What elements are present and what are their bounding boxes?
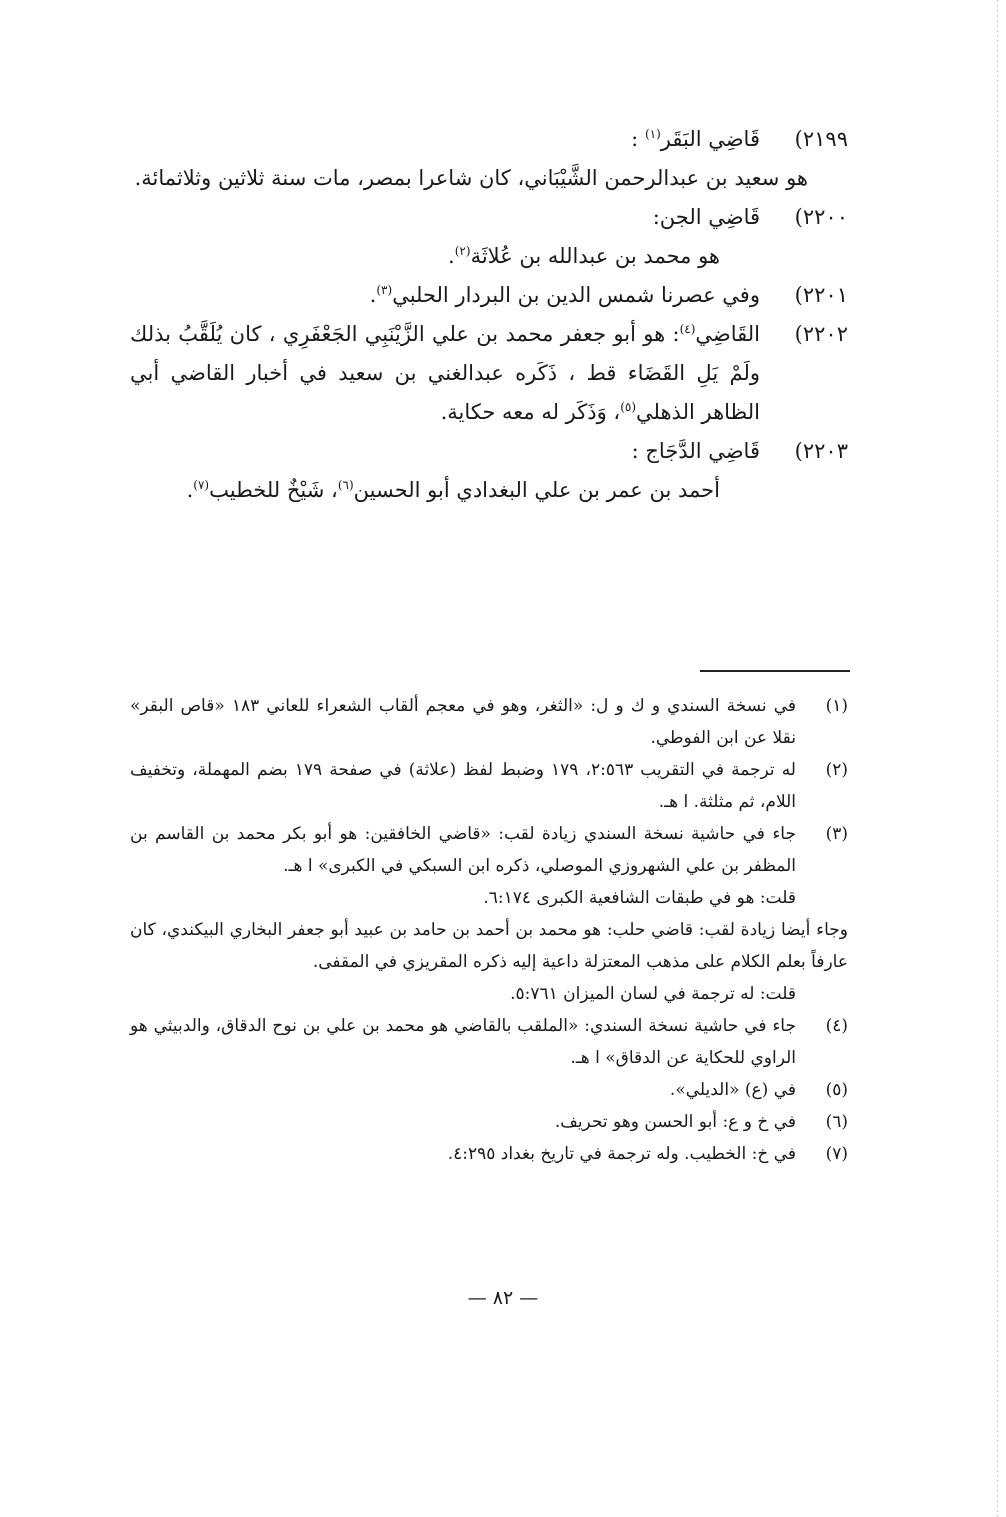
entry-text: هو سعيد بن عبدالرحمن الشَّيْبَاني، كان شاعرا بمصر، مات سنة ثلاثين وثلاثمائة.	[134, 166, 808, 190]
page-number: — ٨٢ —	[467, 1287, 539, 1309]
entry-text: : هو أبو جعفر محمد بن علي الزَّيْنَبِي الجَعْفَرِي ، كان يُلَقَّبُ بذلك ولَمْ يَلِ القَضَاء قط ، ذَكَره عبدالغني بن سعيد في أخبار القاضي أبي الظاهر الذهلي	[130, 322, 760, 424]
entry-text: أحمد بن عمر بن علي البغدادي أبو الحسين$^{(٦)}$، شَيْخٌ للخطيب$^{(٧)}$.	[186, 478, 720, 502]
footnote-text: في خ و ع: أبو الحسن وهو تحريف.	[554, 1112, 796, 1132]
footnote-number: (٧)	[825, 1144, 848, 1164]
entry-body	[130, 120, 760, 159]
footnote-separator	[700, 670, 850, 672]
entry-number: ٢٢٠١)	[794, 283, 848, 307]
footnote-number: (١)	[825, 696, 848, 716]
entry-text: ، وَذَكَر له معه حكاية.	[440, 400, 621, 424]
footnote-text: له ترجمة في التقريب ٢:٥٦٣، ١٧٩ وضبط لفظ (علاثة) في صفحة ١٧٩ بضم المهملة، وتخفيف اللام، ثم مثلثة. ا هـ.	[130, 760, 796, 812]
entry-body	[130, 432, 760, 471]
footnote-text: جاء في حاشية نسخة السندي: «الملقب بالقاضي هو محمد بن علي بن نوح الدقاق، والدبيثي هو الراوي للحكاية عن الدقاق» ا هـ.	[130, 1016, 796, 1068]
footnote-ref: (٥)	[620, 400, 637, 414]
footnote-ref: (٧)	[193, 478, 210, 492]
footnote-number: (٤)	[825, 1016, 848, 1036]
footnote-2	[130, 754, 848, 818]
footnote-ref: (١)	[644, 127, 661, 141]
entry-body	[130, 198, 760, 237]
entry-heading: وفي عصرنا شمس الدين بن البردار الحلبي$^{(٣)}$.	[369, 283, 760, 307]
footnote-ref: (٢)	[454, 244, 471, 258]
main-entries	[130, 120, 848, 510]
footnotes	[130, 690, 848, 1170]
footnote-3-addition: وجاء أيضا زيادة لقب: قاضي حلب: هو محمد بن أحمد بن حامد بن عبيد أبو جعفر البخاري البيكندي، كان عارفاً بعلم الكلام على مذهب المعتزلة داعية إليه ذكره المقريزي في المقفى.	[130, 920, 848, 972]
entry-2200	[130, 198, 848, 237]
footnote-ref: (٤)	[679, 322, 696, 336]
footnote-1	[130, 690, 848, 754]
entry-body	[130, 276, 760, 315]
footnote-ref: (٣)	[376, 283, 393, 297]
footnote-text: في (ع) «الديلي».	[669, 1080, 796, 1100]
footnote-5	[130, 1074, 848, 1106]
entry-heading: قَاضِي البَقَر$^{(١)}$ :	[631, 127, 760, 151]
footnote-text: في خ: الخطيب. وله ترجمة في تاريخ بغداد ٤:٢٩٥.	[447, 1144, 796, 1164]
entry-2202	[130, 315, 848, 432]
footnote-number: (٥)	[825, 1080, 848, 1100]
footnote-3-comment: قلت: له ترجمة في لسان الميزان ٥:٧٦١.	[510, 984, 796, 1004]
entry-heading: قَاضِي الدَّجَاج :	[631, 439, 760, 463]
entry-2199	[130, 120, 848, 159]
footnote-6	[130, 1106, 848, 1138]
footnote-ref: (٦)	[337, 478, 354, 492]
footnote-text: جاء في حاشية نسخة السندي زيادة لقب: «قاضي الخافقين: هو أبو بكر محمد بن القاسم بن المظفر بن علي الشهروزي الموصلي، ذكره ابن السبكي في الكبرى» ا هـ.	[130, 824, 796, 876]
footnote-3	[130, 818, 848, 882]
entry-number: ٢٢٠٣)	[794, 439, 848, 463]
entry-2201	[130, 276, 848, 315]
footnote-4	[130, 1010, 848, 1074]
entry-number: ٢٢٠٢)	[794, 322, 848, 346]
footnote-number: (٣)	[825, 824, 848, 844]
footnote-7	[130, 1138, 848, 1170]
entry-heading: قَاضِي الجن:	[652, 205, 760, 229]
entry-2203	[130, 432, 848, 471]
footnote-number: (٢)	[825, 760, 848, 780]
entry-body	[130, 315, 760, 432]
footnote-number: (٦)	[825, 1112, 848, 1132]
entry-text: هو محمد بن عبدالله بن عُلاثَة$^{(٢)}$.	[448, 244, 720, 268]
footnote-text: في نسخة السندي و ك و ل: «الثغر، وهو في معجم ألقاب الشعراء للعاني ١٨٣ «قاص البقر» نقلا عن ابن الفوطي.	[130, 696, 796, 748]
entry-number: ٢٢٠٠)	[794, 205, 848, 229]
entry-heading: القَاضِي	[695, 322, 760, 346]
footnote-3-comment: قلت: هو في طبقات الشافعية الكبرى ٦:١٧٤.	[483, 888, 796, 908]
entry-number: ٢١٩٩)	[794, 127, 848, 151]
